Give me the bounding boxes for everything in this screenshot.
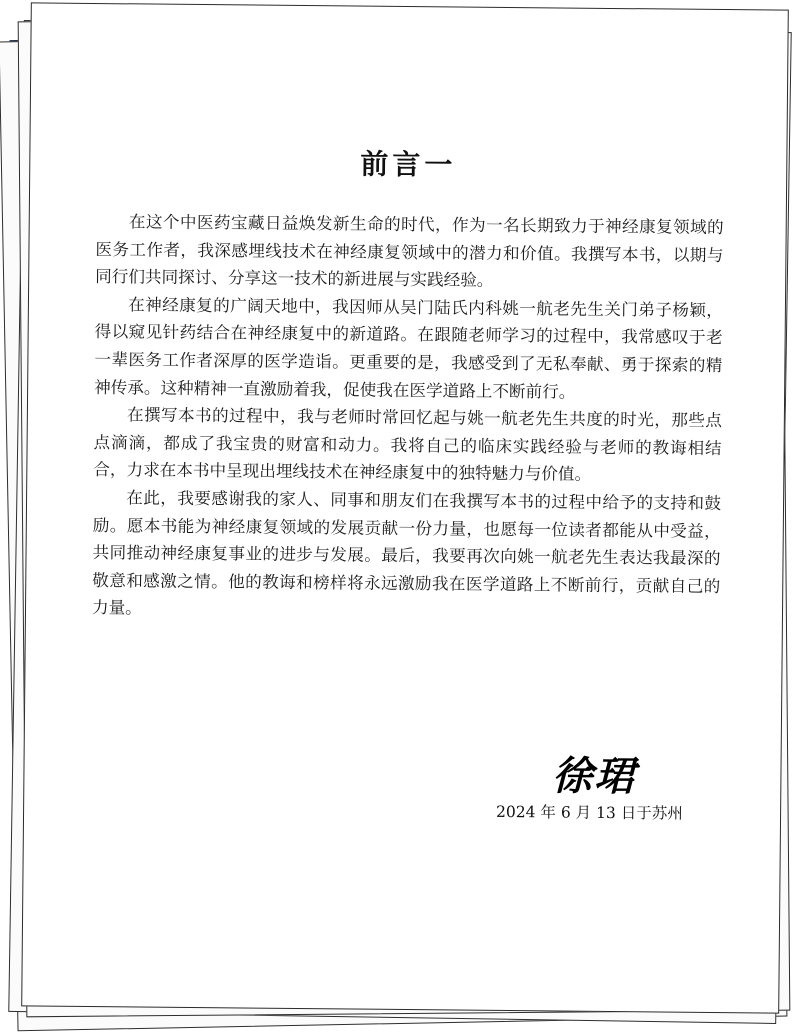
page-title: 前言一	[360, 147, 457, 182]
preface-body	[92, 208, 724, 628]
paragraph-1: 在这个中医药宝藏日益焕发新生命的时代，作为一名长期致力于神经康复领域的医务工作者，我深感埋线技术在神经康复领域中的潜力和价值。我撰写本书，以期与同行们共同探讨、分享这一技术的新进展与实践经验。	[95, 212, 724, 291]
paragraph-4: 在此，我要感谢我的家人、同事和朋友们在我撰写本书的过程中给予的支持和鼓励。愿本书能为神经康复领域的发展贡献一份力量，也愿每一位读者都能从中受益，共同推动神经康复事业的进步与发展。最后，我要再次向姚一航老先生表达我最深的敬意和感激之情。他的教诲和榜样将永远激励我在医学道路上不断前行，贡献自己的力量。	[91, 488, 722, 618]
date-place: 2024 年 6 月 13 日于苏州	[496, 802, 683, 823]
paragraph-2: 在神经康复的广阔天地中，我因师从吴门陆氏内科姚一航老先生关门弟子杨颖，得以窥见针药结合在神经康复中的新道路。在跟随老师学习的过程中，我常感叹于老一辈医务工作者深厚的医学造诣。更重要的是，我感受到了无私奉献、勇于探索的精神传承。这种精神一直激励着我，促使我在医学道路上不断前行。	[94, 295, 724, 402]
document-page	[21, 2, 789, 1013]
author-signature: 徐珺	[552, 752, 637, 801]
paragraph-3: 在撰写本书的过程中，我与老师时常回忆起与姚一航老先生共度的时光，那些点点滴滴，都成了我宝贵的财富和动力。我将自己的临床实践经验与老师的教诲相结合，力求在本书中呈现出埋线技术在神经康复中的独特魅力与价值。	[93, 405, 722, 485]
